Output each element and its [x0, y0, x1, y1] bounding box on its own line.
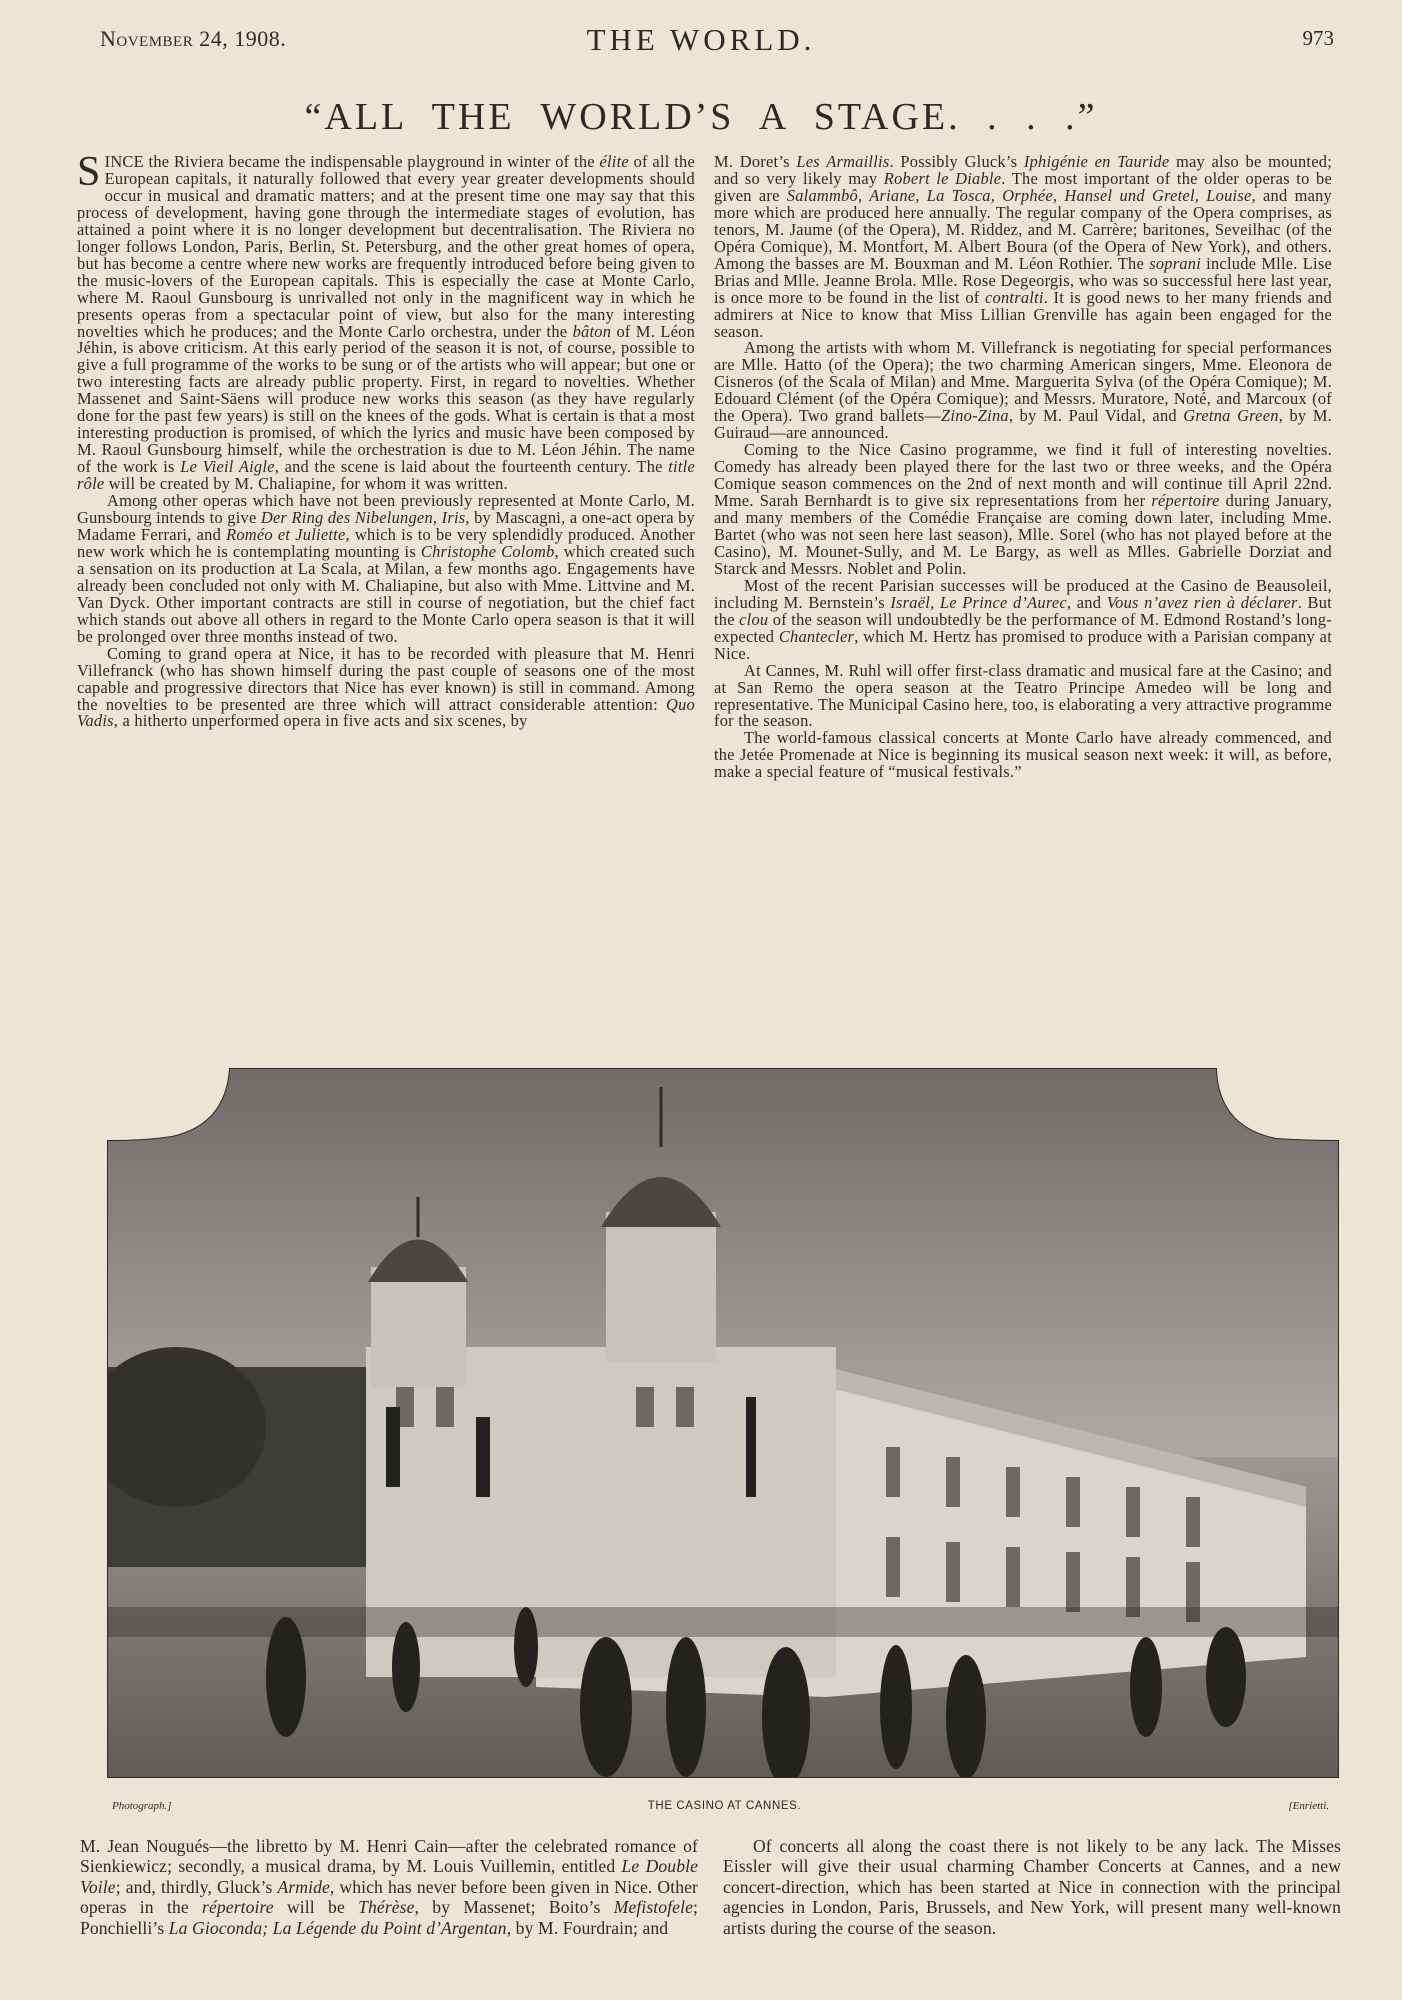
text-run: by Mascagni, a one-act opera by Madame Ferrari, and	[77, 508, 696, 544]
paragraph	[714, 442, 1332, 578]
page-number: 973	[1302, 26, 1334, 50]
italic-text: Salammbô, Ariane, La Tosca, Orphée, Hansel und Gretel, Louise,	[786, 185, 1256, 205]
text-run: , by M. Guiraud—are announced.	[714, 406, 1333, 443]
text-run: will be created by M. Chaliapine, for whom it was written.	[104, 474, 508, 494]
text-run: . It is good news to her many friends and admirers at Nice to know that Miss Lillian Grenville has again been engaged for the season.	[714, 287, 1332, 341]
text-run: INCE the Riviera became the indispensable playground in winter of the	[104, 152, 600, 171]
bottom-column-right	[723, 1836, 1341, 1938]
text-run: , by M. Fourdrain; and	[506, 1917, 669, 1938]
italic-text: Christophe Colomb	[420, 541, 555, 561]
paragraph	[714, 660, 1332, 731]
text-run: of all the European capitals, it naturally followed that every year greater developments should occur in musical and dramatic matters; and at the present time one may say that this process of development, having gone through the intermediate stages of evolution, has attained a point where it is no longer development but decentralisation. The Riviera no longer follows London, Paris, Berlin, St. Petersburg, and the other great homes of opera, but has become a centre where new works are frequently introduced before being given to the music-lovers of the European capitals. This is especially the case at Monte Carlo, where M. Raoul Gunsbourg is unrivalled not only in the magnificent way in which he presents operas from a spectacular point of view, but also for the many interesting novelties which he produces; and the Monte Carlo orchestra, under the	[77, 152, 696, 341]
italic-text: Le Vieil Aigle	[180, 457, 275, 477]
italic-text: Roméo et Juliette	[226, 524, 346, 544]
text-run: during January, and many members of the Comédie Française are coming down later, including Mme. Bartet (who was not seen here last season), Mlle. Sorel (who has not played before at the Casino), M. Mounet-Sully, and M. Le Bargy, as well as Mlles. Gabrielle Dorziat and Starck and Messrs. Noblet and Polin.	[714, 491, 1332, 578]
italic-text: Le Double Voile	[80, 1856, 698, 1897]
italic-text: Thérèse	[358, 1897, 415, 1918]
text-run: of M. Léon Jéhin, is above criticism. At this early period of the season it is not, of course, possible to give a full programme of the works to be sung or of the artists who will appear; but one or two interesting facts are already public property. First, in regard to novelties. Whether Massenet and Saint-Säens will produce new works this season (as they have regularly done for the past few years) is still on the knees of the gods. What is certain is that a most interesting production is promised, of which the lyrics and music have been composed by M. Raoul Gunsbourg himself, while the orchestration is due to M. Léon Jéhin. The name of the work is	[77, 321, 696, 477]
italic-text: Mefistofele	[613, 1897, 693, 1918]
article-column-right	[714, 154, 1332, 781]
photo-caption: THE CASINO AT CANNES.	[647, 1800, 802, 1812]
text-run: , which has never before been given in Nice. Other operas in the	[80, 1876, 698, 1918]
paragraph	[723, 1836, 1341, 1938]
paragraph	[714, 730, 1332, 781]
italic-text: Quo Vadis	[77, 694, 695, 731]
text-run: of the season will undoubtedly be the performance of M. Edmond Rostand’s long-expected	[714, 609, 1333, 646]
italic-text: Robert le Diable	[883, 168, 1002, 188]
text-run: ; and, thirdly, Gluck’s	[115, 1876, 278, 1897]
casino-photograph	[106, 1067, 1340, 1779]
text-run: At Cannes, M. Ruhl will offer first-class dramatic and musical fare at the Casino; and at San Remo the opera season at the Teatro Principe Amedeo will be long and representative. The Municipal Casino here, too, is elaborating a very attractive programme for the season.	[714, 660, 1332, 731]
text-run: Among the artists with whom M. Villefranck is negotiating for special performances are Mlle. Hatto (of the Opera); the two charming American singers, Mme. Eleonora de Cisneros (of the Scala of Milan) and Mme. Marguerita Sylva (of the Opéra Comique); M. Edouard Clément (of the Opéra Comique); and Messrs. Muratore, Noté, and Marcoux (of the Opera). Two grand ballets—	[714, 338, 1332, 426]
italic-text: répertoire	[1151, 491, 1220, 511]
text-run: . Possibly Gluck’s	[889, 152, 1024, 171]
text-run: Coming to grand opera at Nice, it has to be recorded with pleasure that M. Henri Villefranck (who has shown himself during the past couple of seasons one of the most capable and progressive directors that Nice has ever known) is still in command. Among the novelties to be presented are three which will attract considerable attention:	[77, 643, 695, 714]
paragraph	[714, 154, 1332, 340]
italic-text: Gretna Green	[1183, 406, 1279, 426]
text-run: , by M. Paul Vidal, and	[1008, 406, 1184, 426]
italic-text: soprani	[1149, 253, 1202, 273]
text-run: will be	[273, 1897, 359, 1918]
text-run: . The most important of the older operas to be given are	[714, 168, 1332, 205]
text-run: The world-famous classical concerts at Monte Carlo have already commenced, and the Jetée Promenade at Nice is beginning its musical season next week: it will, as before, make a special feature of “musical festivals.”	[714, 728, 1332, 782]
drop-cap: S	[77, 149, 101, 195]
publication-title: THE WORLD.	[586, 22, 816, 57]
paragraph	[77, 493, 695, 646]
photographer-credit: [Enrietti.	[1288, 1800, 1329, 1812]
italic-text: élite	[599, 152, 629, 171]
paragraph	[77, 643, 695, 731]
paragraph	[714, 575, 1333, 663]
italic-text: Zino-Zina	[941, 406, 1009, 426]
paragraph	[714, 340, 1332, 442]
text-run: Coming to the Nice Casino programme, we find it full of interesting novelties. Comedy has already been played there for the last two or three weeks, and the Opéra Comique season commences on the 2nd of next month and will continue till April 22nd. Mme. Sarah Bernhardt is to give six representations from her	[714, 440, 1332, 511]
photo-credit-label: Photograph.]	[112, 1800, 172, 1812]
text-run: Among other operas which have not been previously represented at Monte Carlo, M. Gunsbourg intends to give	[77, 491, 695, 528]
article-column-left	[77, 149, 696, 731]
italic-text: répertoire	[202, 1897, 274, 1918]
text-run: M. Doret’s	[714, 152, 797, 171]
italic-text: Der Ring des Nibelungen, Iris,	[260, 508, 470, 528]
text-run: M. Jean Nougués—the libretto by M. Henri Cain—after the celebrated romance of Sienkiewicz; secondly, a musical drama, by M. Louis Vuillemin, entitled	[80, 1836, 698, 1877]
casino-photo-image	[106, 1067, 1340, 1779]
italic-text: contralti	[984, 287, 1044, 307]
italic-text: Vous n’avez rien à déclarer	[1106, 592, 1298, 612]
article-title: “ALL THE WORLD’S A STAGE. . . .”	[304, 96, 1098, 138]
text-run: and many more which are produced here annually. The regular company of the Opera comprises, as tenors, M. Jaume (of the Opera), M. Riddez, and M. Carrère; baritones, Seveilhac (of the Opéra Comique), M. Montfort, M. Albert Boura (of the Opera of New York), and others. Among the basses are M. Bouxman and M. Léon Rothier. The	[714, 185, 1332, 273]
italic-text: Chantecler	[778, 626, 855, 646]
issue-date: November 24, 1908.	[100, 26, 287, 51]
text-run: Most of the recent Parisian successes will be produced at the Casino de Beausoleil, including M. Bernstein’s	[714, 575, 1332, 612]
text-run: . But the	[714, 592, 1332, 629]
italic-text: title rôle	[77, 457, 695, 494]
italic-text: Les Armaillis	[796, 152, 890, 171]
text-run: , which M. Hertz has promised to produce with a Parisian company at Nice.	[714, 626, 1332, 663]
text-run: , a hitherto unperformed opera in five acts and six scenes, by	[113, 711, 528, 731]
text-run: , which created such a sensation on its production at La Scala, at Milan, a few months ago. Engagements have already been concluded not only with M. Chaliapine, but also with Mme. Littvine and M. Van Dyck. Other important contracts are still in course of negotiation, but the chief fact which stands out above all others in regard to the Monte Carlo opera season is that it will be prolonged over three months instead of two.	[77, 541, 695, 646]
bottom-column-left	[80, 1836, 698, 1938]
italic-text: Armide	[277, 1876, 330, 1897]
paragraph	[77, 149, 696, 494]
italic-text: clou	[739, 609, 769, 629]
text-run: may also be mounted; and so very likely may	[714, 152, 1333, 188]
italic-text: Iphigénie en Tauride	[1023, 152, 1170, 171]
text-run: include Mlle. Lise Brias and Mlle. Jeanne Brola. Mlle. Rose Degeorgis, who was so successful here last year, is once more to be found in the list of	[714, 253, 1332, 307]
italic-text: La Gioconda; La Légende du Point d’Argentan	[168, 1917, 507, 1938]
text-run: , which is to be very splendidly produced. Another new work which he is contemplating mounting is	[77, 524, 695, 561]
text-run: and	[1071, 592, 1107, 612]
paragraph	[80, 1836, 698, 1938]
italic-text: bâton	[572, 321, 612, 341]
text-run: , and the scene is laid about the fourteenth century. The	[274, 457, 669, 477]
text-run: Of concerts all along the coast there is not likely to be any lack. The Misses Eissler will give their usual charming Chamber Concerts at Cannes, and a new concert-direction, which has been started at Nice in connection with the principal agencies in London, Paris, Brussels, and New York, will present many well-known artists during the course of the season.	[723, 1836, 1341, 1938]
italic-text: Israël, Le Prince d’Aurec,	[890, 592, 1072, 612]
text-run: ; Ponchielli’s	[80, 1897, 698, 1938]
text-run: , by Massenet; Boito’s	[414, 1897, 614, 1918]
